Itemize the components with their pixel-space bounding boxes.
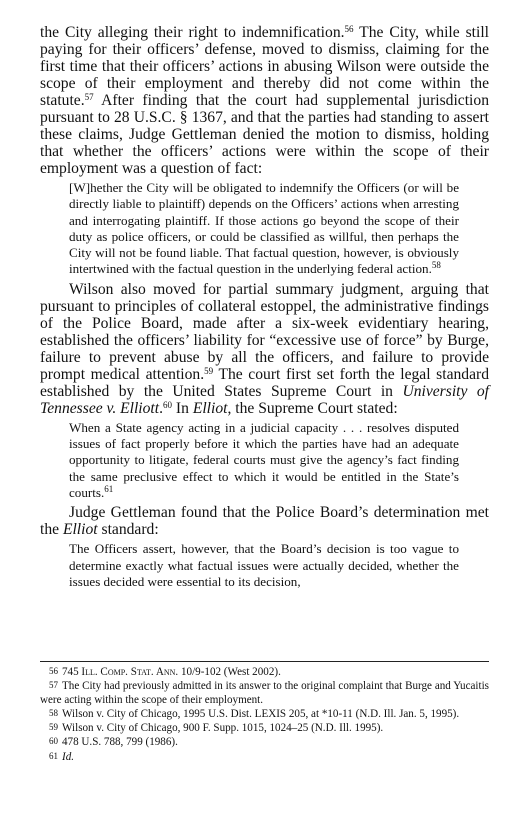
footnote-text: Ill. Comp. Stat. Ann. <box>81 666 179 678</box>
footnote-ref-59[interactable]: 59 <box>204 365 214 376</box>
text-run: The court first set forth the legal standard established by the United States Supreme Court in <box>40 365 489 400</box>
text-run: The City, while still paying for their officers’ defense, moved to dismiss, claiming for the first time that their officers’ actions in abusing Wilson were outside the scope of their employment and thereby did not come within the statute. <box>40 24 489 109</box>
page-body <box>40 24 489 593</box>
paragraph-1 <box>40 24 489 177</box>
paragraph-3 <box>40 504 489 538</box>
footnote-ref-56[interactable]: 56 <box>344 24 354 34</box>
block-quote-1 <box>69 180 459 278</box>
text-run: . <box>159 399 164 417</box>
footnote-text: 745 <box>62 666 82 678</box>
text-run: the City alleging their right to indemnification. <box>40 24 345 41</box>
footnote-60 <box>40 735 489 749</box>
footnote-text: Wilson v. City of Chicago, 1995 U.S. Dist. LEXIS 205, at *10-11 (N.D. Ill. Jan. 5, 1995). <box>62 707 460 720</box>
block-quote-2 <box>69 420 459 501</box>
footnote-text: Wilson v. City of Chicago, 900 F. Supp. 1015, 1024–25 (N.D. Ill. 1995). <box>62 722 384 735</box>
text-run: Judge Gettleman found that the Police Board’s determination met the <box>40 504 489 539</box>
footnote-56 <box>40 665 489 679</box>
text-run: Wilson also moved for partial summary judgment, arguing that pursuant to principles of collateral estoppel, the administrative findings of the Police Board, made after a six-week evidentiary hearing, established the officers’ liability for “excessive use of force” by Burge, failure to prevent abuse by all the officers, and failure to provide prompt medical attention. <box>40 280 489 383</box>
footnote-number: 59 <box>49 722 58 733</box>
footnote-59 <box>40 721 489 735</box>
quote-text: The Officers assert, however, that the Board’s decision is too vague to determine exactly what factual issues were actually decided, whether the issues decided were essential to its decision, <box>69 541 459 589</box>
footnote-text: 478 U.S. 788, 799 (1986). <box>62 736 178 749</box>
case-name: Elliot <box>62 521 98 539</box>
quote-text: [W]hether the City will be obligated to indemnify the Officers (or will be directly liable to plaintiff) depends on the Officers’ actions when arresting and interrogating plaintiff. If those actions go beyond the scope of their duty as police officers, or could be classified as willful, then perhaps the City will not be found liable. That factual question, however, is obviously intertwined with the factual question in the underlying federal action. <box>69 180 459 277</box>
footnote-number: 61 <box>49 750 58 761</box>
paragraph-2 <box>40 281 489 417</box>
footnote-text: Id. <box>62 750 75 763</box>
footnote-ref-57[interactable]: 57 <box>84 92 94 102</box>
case-name: University of Tennessee v. Elliott <box>40 382 490 417</box>
footnote-58 <box>40 707 489 721</box>
footnote-number: 60 <box>49 736 58 747</box>
footnote-ref-58[interactable]: 58 <box>431 260 441 271</box>
footnotes <box>40 665 489 764</box>
footnote-divider <box>40 661 489 662</box>
quote-text: When a State agency acting in a judicial capacity . . . resolves disputed issues of fact properly before it which the parties have had an adequate opportunity to litigate, federal courts must give the agency’s fact finding the same preclusive effect to which it would be entitled in the State’s courts. <box>69 419 459 500</box>
text-run: In <box>172 399 193 417</box>
footnote-number: 56 <box>49 666 58 676</box>
block-quote-3 <box>69 541 459 590</box>
case-name: Elliot <box>192 399 228 417</box>
text-run: standard: <box>97 521 159 539</box>
text-run: , the Supreme Court stated: <box>227 399 398 417</box>
footnote-ref-61[interactable]: 61 <box>104 483 114 494</box>
footnote-ref-60[interactable]: 60 <box>163 399 173 410</box>
footnote-number: 57 <box>49 680 58 691</box>
footnote-text: The City had previously admitted in its answer to the original complaint that Burge and Yucaitis were acting within the scope of their employment. <box>40 680 489 706</box>
text-run: After finding that the court had supplemental jurisdiction pursuant to 28 U.S.C. § 1367, and that the parties had standing to assert these claims, Judge Gettleman denied the motion to dismiss, holding that whether the officers’ actions were within the scope of their employment was a question of fact: <box>40 92 489 177</box>
footnote-text: 10/9-102 (West 2002). <box>178 666 281 678</box>
footnote-number: 58 <box>49 707 58 718</box>
footnote-61 <box>40 750 489 764</box>
footnote-57 <box>40 679 489 707</box>
